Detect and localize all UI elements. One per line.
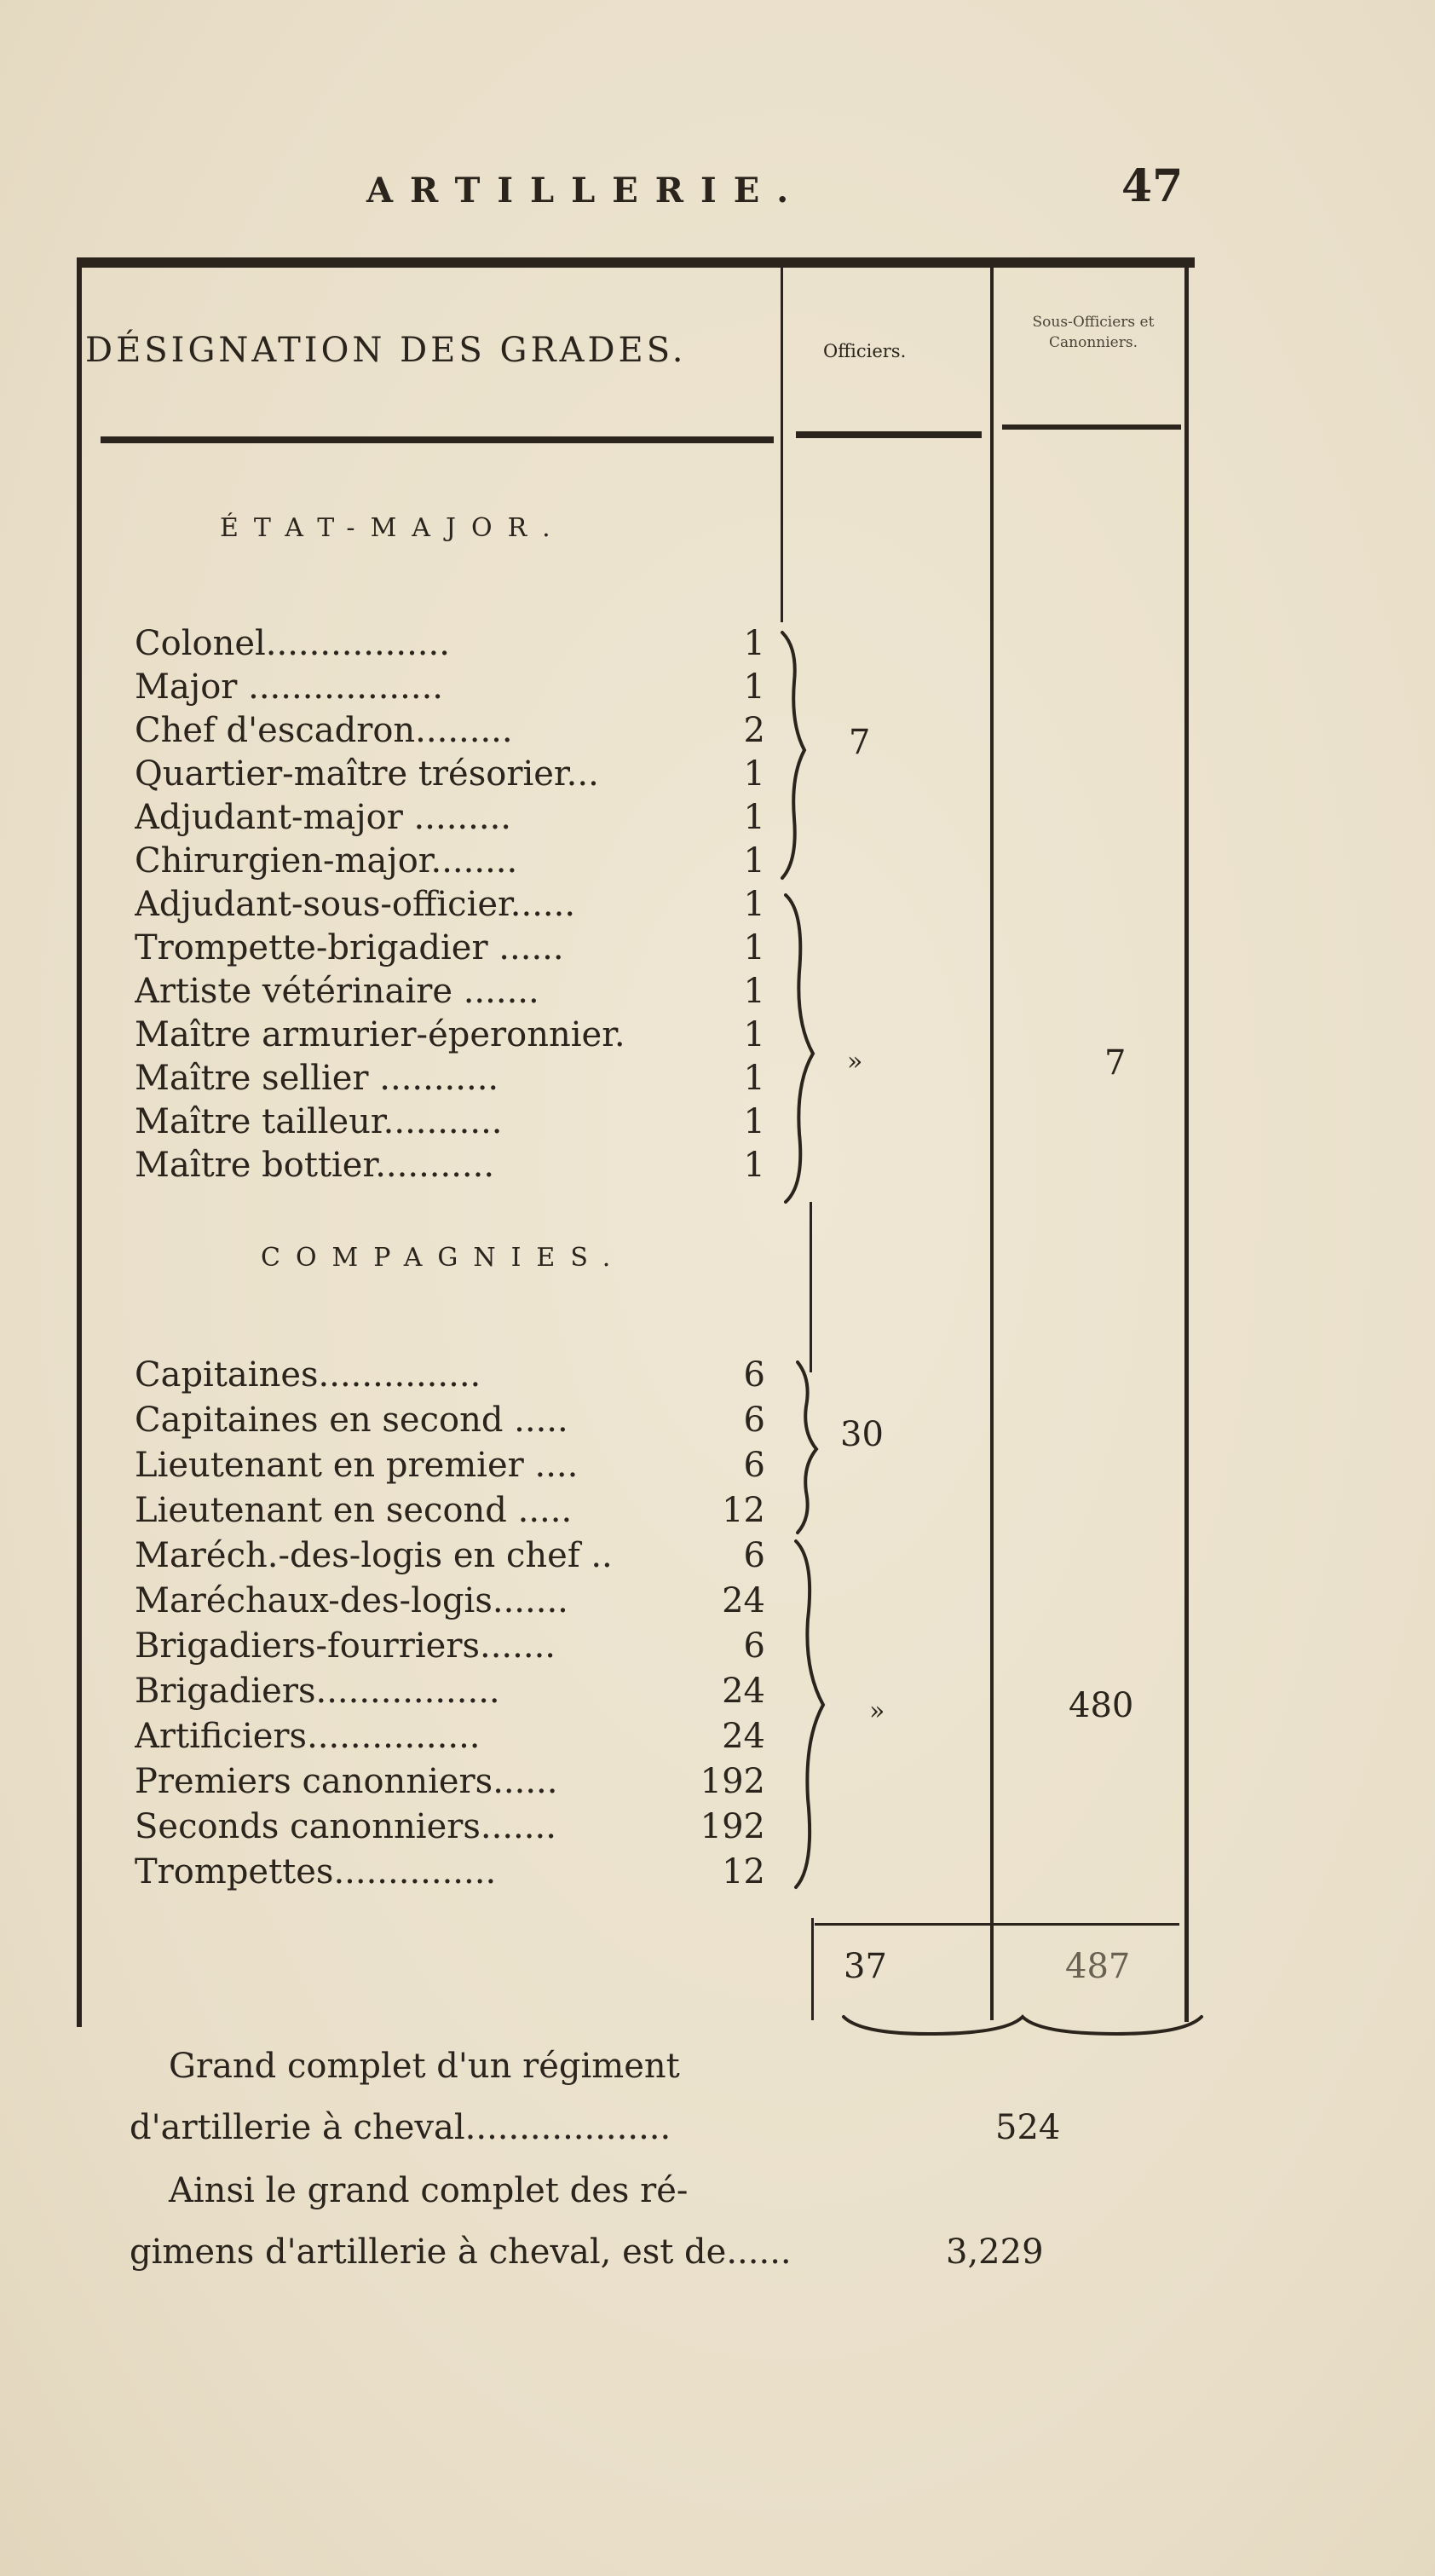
grade-label: Lieutenant en premier .... — [135, 1446, 579, 1485]
grade-count: 192 — [700, 1807, 765, 1846]
grade-label: Maître bottier........... — [135, 1146, 495, 1185]
summary-line-4: gimens d'artillerie à cheval, est de...... — [130, 2232, 792, 2272]
grade-label: Artificiers................ — [135, 1717, 481, 1756]
grade-label: Capitaines............... — [135, 1355, 481, 1395]
grade-label: Artiste vétérinaire ....... — [135, 972, 539, 1011]
summary-value-2: 3,229 — [946, 2232, 1044, 2272]
grade-label: Brigadiers................. — [135, 1672, 500, 1711]
section-title-etat-major: ÉTAT-MAJOR. — [220, 513, 566, 543]
grade-count: 1 — [743, 885, 765, 924]
grade-count: 1 — [743, 798, 765, 837]
grade-count: 1 — [743, 1102, 765, 1141]
grade-label: Major .................. — [135, 667, 443, 707]
summary-value-1: 524 — [995, 2108, 1061, 2147]
sous-officiers-subtotal-etat-major: 7 — [1104, 1043, 1127, 1083]
grade-count: 1 — [743, 1015, 765, 1054]
grade-label: Adjudant-major ......... — [135, 798, 511, 837]
column-header-officiers: Officiers. — [823, 341, 907, 361]
officiers-marker-compagnies: » — [869, 1696, 885, 1726]
brace-etat-major-sous — [786, 895, 813, 1202]
column-header-designation: DÉSIGNATION DES GRADES. — [85, 331, 687, 370]
brace-totals — [844, 2017, 1202, 2034]
running-head: ARTILLERIE. — [366, 170, 806, 211]
grade-label: Lieutenant en second ..... — [135, 1491, 573, 1530]
grade-count: 6 — [743, 1626, 765, 1666]
sous-officiers-grand-total: 487 — [1065, 1947, 1131, 1986]
grade-label: Trompettes............... — [135, 1852, 497, 1892]
grade-label: Brigadiers-fourriers....... — [135, 1626, 556, 1666]
grade-count: 12 — [722, 1852, 765, 1892]
grade-label: Trompette-brigadier ...... — [135, 928, 564, 967]
grade-count: 1 — [743, 754, 765, 794]
column-header-sous-officiers: Sous-Officiers et Canonniers. — [1032, 314, 1155, 351]
grade-count: 1 — [743, 972, 765, 1011]
officiers-subtotal-etat-major: 7 — [849, 723, 871, 762]
grade-count: 1 — [743, 928, 765, 967]
grade-count: 24 — [722, 1717, 765, 1756]
grade-count: 6 — [743, 1401, 765, 1440]
grade-count: 1 — [743, 1059, 765, 1098]
summary-line-1: Grand complet d'un régiment — [169, 2047, 680, 2086]
officiers-subtotal-compagnies: 30 — [840, 1415, 884, 1454]
grade-count: 6 — [743, 1446, 765, 1485]
grade-label: Premiers canonniers...... — [135, 1762, 558, 1801]
grade-count: 6 — [743, 1355, 765, 1395]
grade-label: Maréch.-des-logis en chef .. — [135, 1536, 613, 1575]
grade-count: 12 — [722, 1491, 765, 1530]
grade-label: Chef d'escadron......... — [135, 711, 513, 750]
grade-label: Maître tailleur........... — [135, 1102, 503, 1141]
grade-label: Capitaines en second ..... — [135, 1401, 568, 1440]
officiers-marker-etat-major: » — [847, 1047, 863, 1077]
summary-line-2: d'artillerie à cheval................... — [130, 2108, 671, 2147]
grade-label: Chirurgien-major........ — [135, 841, 518, 881]
grade-count: 1 — [743, 1146, 765, 1185]
grade-label: Maréchaux-des-logis....... — [135, 1581, 568, 1620]
page-number: 47 — [1121, 160, 1184, 212]
grade-count: 24 — [722, 1581, 765, 1620]
summary-line-3: Ainsi le grand complet des ré- — [169, 2171, 689, 2210]
grade-label: Adjudant-sous-officier...... — [135, 885, 576, 924]
grade-label: Maître armurier-éperonnier. — [135, 1015, 625, 1054]
grade-count: 192 — [700, 1762, 765, 1801]
grade-count: 6 — [743, 1536, 765, 1575]
grade-label: Quartier-maître trésorier... — [135, 754, 599, 794]
grade-label: Seconds canonniers....... — [135, 1807, 556, 1846]
sous-officiers-subtotal-compagnies: 480 — [1069, 1686, 1134, 1725]
brace-etat-major-officers — [782, 632, 804, 878]
grade-count: 1 — [743, 624, 765, 663]
section-title-compagnies: COMPAGNIES. — [261, 1243, 626, 1273]
brace-compagnies-sous — [796, 1541, 823, 1887]
grade-count: 1 — [743, 667, 765, 707]
officiers-grand-total: 37 — [844, 1947, 887, 1986]
grade-label: Maître sellier ........... — [135, 1059, 499, 1098]
grade-count: 24 — [722, 1672, 765, 1711]
grade-count: 2 — [743, 711, 765, 750]
brace-compagnies-officers — [798, 1362, 816, 1533]
grade-count: 1 — [743, 841, 765, 881]
grade-label: Colonel................. — [135, 624, 450, 663]
